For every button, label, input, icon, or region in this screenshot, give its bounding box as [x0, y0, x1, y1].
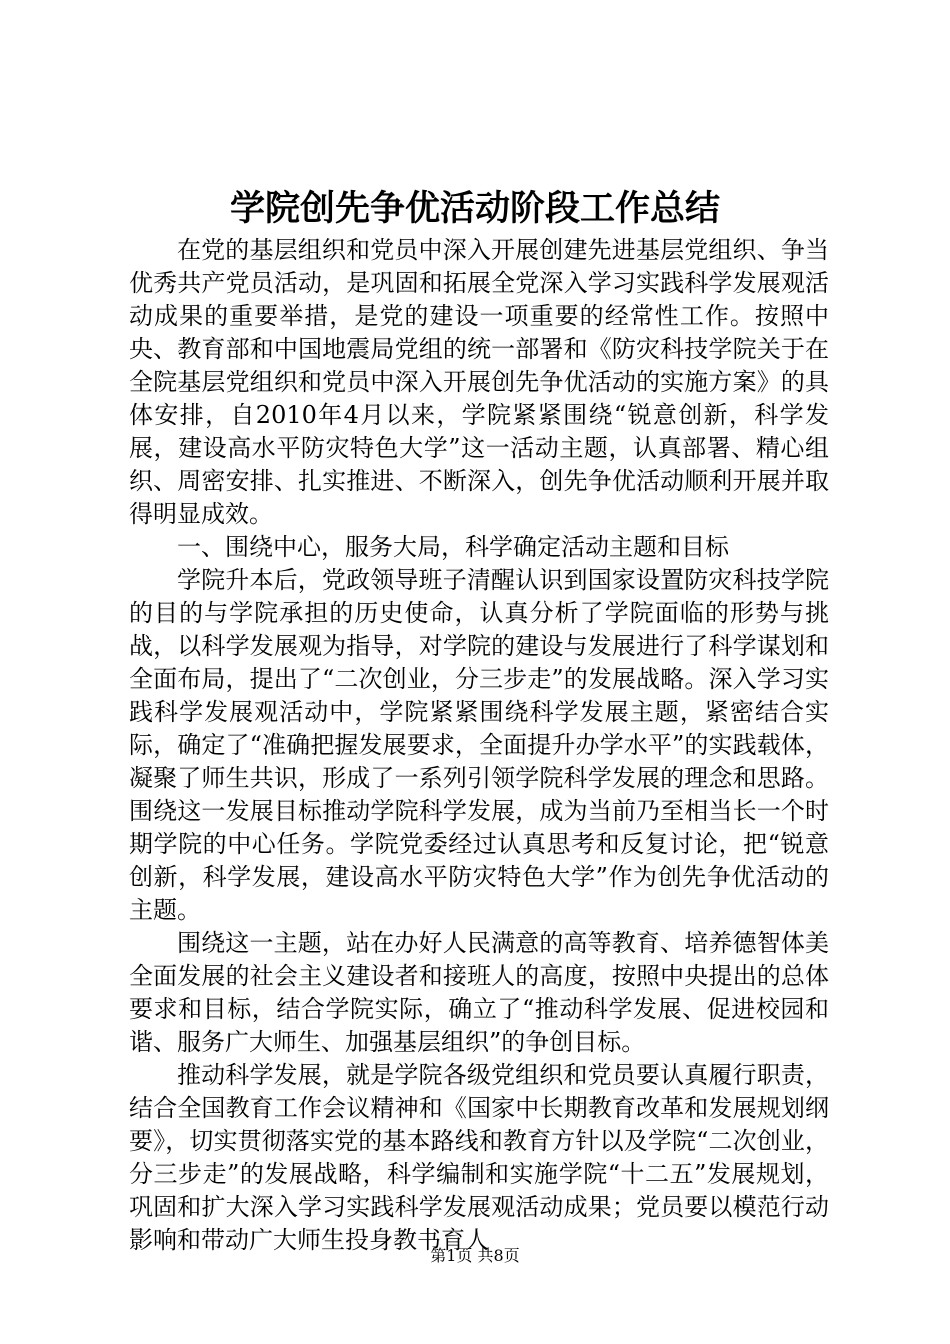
page-number-footer: 第1页 共8页 — [430, 1246, 520, 1265]
paragraph-background: 学院升本后，党政领导班子清醒认识到国家设置防灾科技学院的目的与学院承担的历史使命，认真分析了学院面临的形势与挑战，以科学发展观为指导，对学院的建设与发展进行了科学谋划和全面布局，提出了“二次创业，分三步走”的发展战略。深入学习实践科学发展观活动中，学院紧紧围绕科学发展主题，紧密结合实际，确定了“准确把握发展要求，全面提升办学水平”的实践载体，凝聚了师生共识，形成了一系列引领学院科学发展的理念和思路。围绕这一发展目标推动学院科学发展，成为当前乃至相当长一个时期学院的中心任务。学院党委经过认真思考和反复讨论，把“锐意创新，科学发展，建设高水平防灾特色大学”作为创先争优活动的主题。 — [129, 566, 829, 924]
document-body — [129, 234, 829, 1257]
section-heading: 一、围绕中心，服务大局，科学确定活动主题和目标 — [177, 533, 729, 561]
paragraph-intro: 在党的基层组织和党员中深入开展创建先进基层党组织、争当优秀共产党员活动，是巩固和拓展全党深入学习实践科学发展观活动成果的重要举措，是党的建设一项重要的经常性工作。按照中央、教育部和中国地震局党组的统一部署和《防灾科技学院关于在全院基层党组织和党员中深入开展创先争优活动的实施方案》的具体安排，自2010年4月以来，学院紧紧围绕“锐意创新，科学发展，建设高水平防灾特色大学”这一活动主题，认真部署、精心组织、周密安排、扎实推进、不断深入，创先争优活动顺利开展并取得明显成效。 — [129, 236, 829, 528]
paragraph-development: 推动科学发展，就是学院各级党组织和党员要认真履行职责，结合全国教育工作会议精神和《国家中长期教育改革和发展规划纲要》，切实贯彻落实党的基本路线和教育方针以及学院“二次创业，分三步走”的发展战略，科学编制和实施学院“十二五”发展规划，巩固和扩大深入学习实践科学发展观活动成果；党员要以模范行动影响和带动广大师生投身教书育人 — [129, 1061, 829, 1254]
paragraph-goals: 围绕这一主题，站在办好人民满意的高等教育、培养德智体美全面发展的社会主义建设者和接班人的高度，按照中央提出的总体要求和目标，结合学院实际，确立了“推动科学发展、促进校园和谐、服务广大师生、加强基层组织”的争创目标。 — [129, 929, 829, 1056]
document-title: 学院创先争优活动阶段工作总结 — [229, 189, 720, 229]
